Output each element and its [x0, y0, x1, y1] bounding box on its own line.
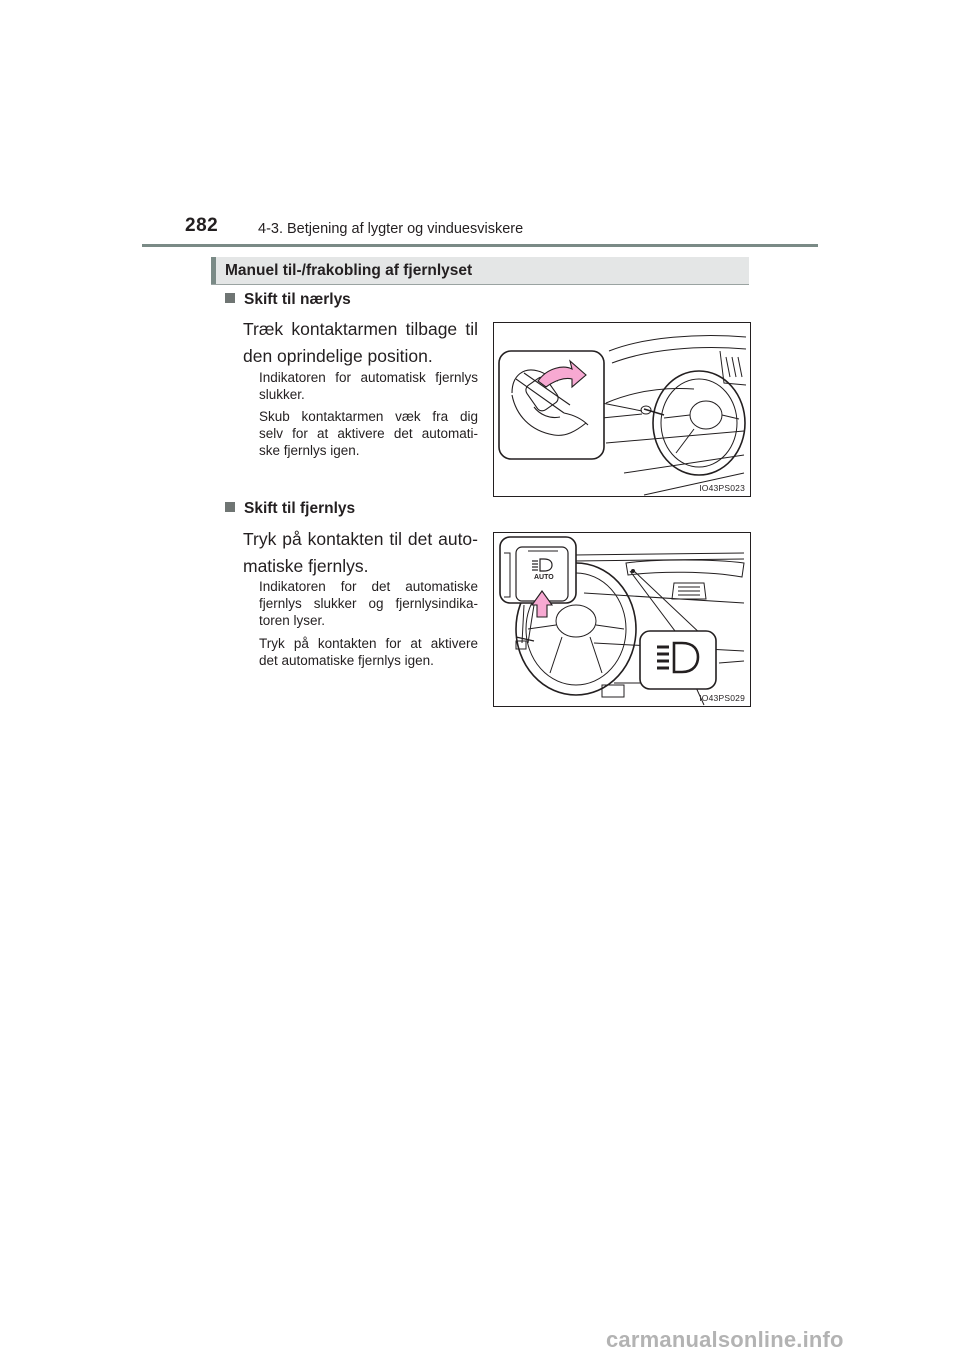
figure-auto-switch [493, 532, 751, 707]
figure-code: IO43PS029 [699, 693, 745, 703]
note-line: fjernlys slukker og fjernlysindika- [259, 596, 478, 611]
note-line: slukker. [259, 387, 305, 402]
square-bullet-icon [225, 293, 235, 303]
note-line: Skub kontaktarmen væk fra dig [259, 409, 478, 424]
page-number: 282 [185, 215, 219, 236]
section-marker [211, 257, 216, 284]
auto-switch-illustration [494, 533, 750, 706]
step-low-beam [243, 316, 478, 370]
step-line: matiske fjernlys. [243, 556, 369, 576]
note-line: ske fjernlys igen. [259, 443, 360, 458]
lever-pull-illustration [494, 323, 750, 496]
note-line: Indikatoren for automatisk fjernlys [259, 370, 478, 385]
step-high-beam [243, 526, 478, 580]
note-high-beam-1 [259, 578, 478, 629]
section-title: Manuel til-/frakobling af fjernlyset [225, 262, 473, 279]
figure-lever-pull [493, 322, 751, 497]
note-low-beam-2 [259, 408, 478, 459]
sub-heading-low-beam-text: Skift til nærlys [244, 291, 351, 308]
sub-heading-high-beam [225, 500, 355, 518]
auto-switch-label: AUTO [534, 574, 554, 581]
section-heading-bar [211, 257, 749, 285]
note-line: det automatiske fjernlys igen. [259, 653, 434, 668]
note-line: toren lyser. [259, 613, 326, 628]
note-line: Indikatoren for det automatiske [259, 579, 478, 594]
note-low-beam-1 [259, 369, 478, 403]
figure-code: IO43PS023 [699, 483, 745, 493]
step-line: Tryk på kontakten til det auto- [243, 529, 478, 549]
sub-heading-low-beam [225, 291, 351, 309]
note-line: selv for at aktivere det automati- [259, 426, 478, 441]
watermark: carmanualsonline.info [606, 1327, 844, 1352]
step-line: den oprindelige position. [243, 346, 433, 366]
note-high-beam-2 [259, 635, 478, 669]
sub-heading-high-beam-text: Skift til fjernlys [244, 500, 356, 517]
header-rule [142, 244, 818, 247]
step-line: Træk kontaktarmen tilbage til [243, 319, 478, 339]
running-head: 4-3. Betjening af lygter og vinduesviskere [258, 221, 524, 237]
square-bullet-icon [225, 502, 235, 512]
note-line: Tryk på kontakten for at aktivere [259, 636, 478, 651]
